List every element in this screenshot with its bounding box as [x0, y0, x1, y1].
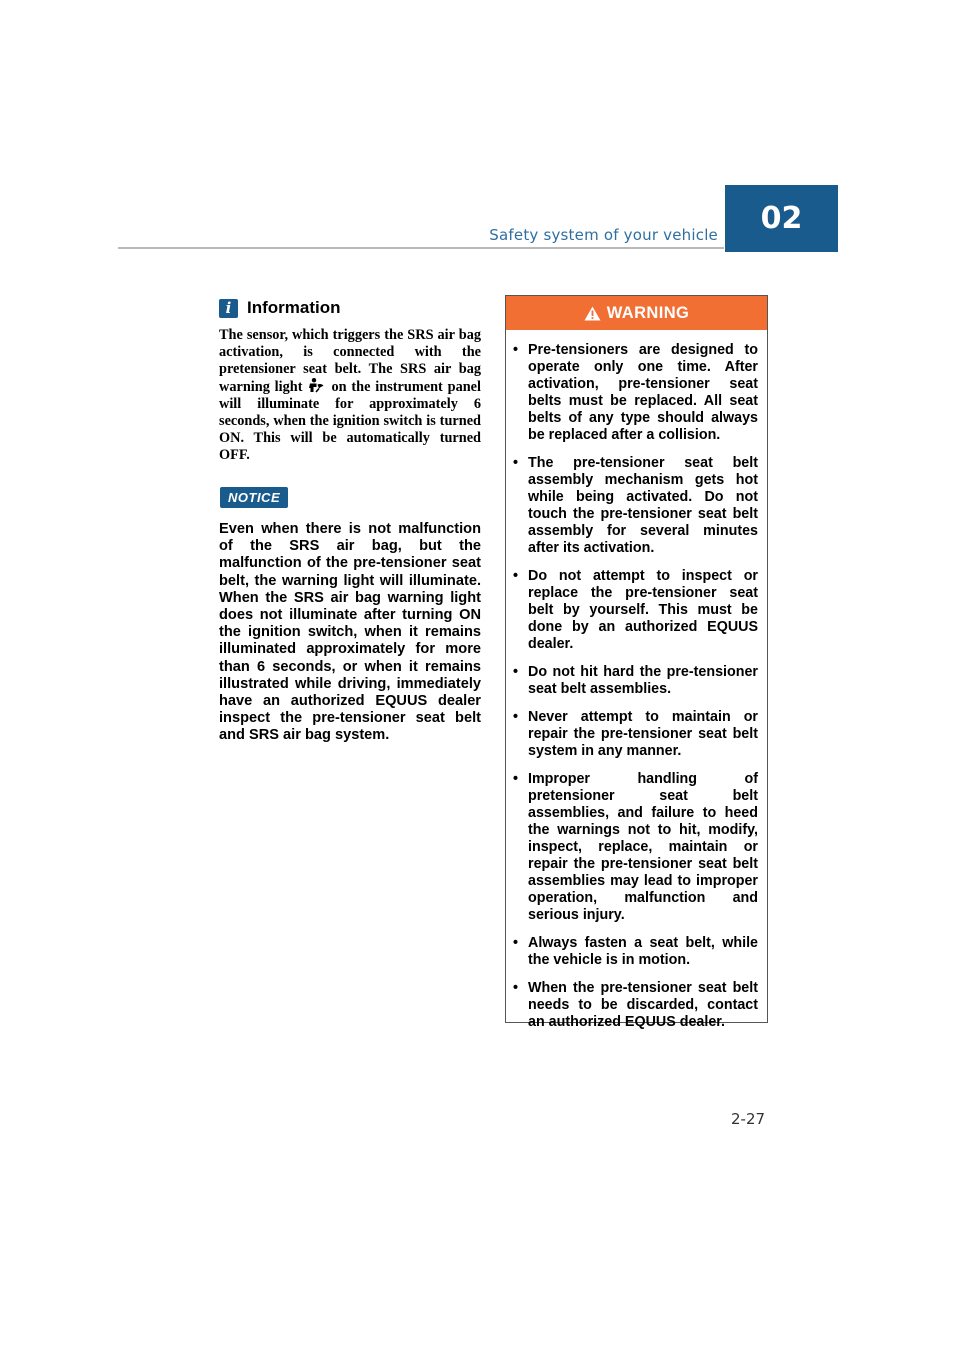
info-icon: i	[219, 299, 238, 318]
airbag-warning-light-icon	[307, 378, 324, 393]
page-number: 2-27	[731, 1110, 766, 1128]
warning-item: • When the pre-tensioner seat belt needs to be discarded, contact an authorized EQUUS dealer.	[528, 980, 758, 1031]
warning-item: • Always fasten a seat belt, while the vehicle is in motion.	[528, 935, 758, 969]
warning-header	[506, 296, 767, 330]
warning-list	[528, 342, 758, 1031]
warning-triangle-icon	[584, 306, 601, 321]
warning-box	[505, 295, 768, 1030]
warning-item: • Do not attempt to inspect or replace the pre-tensioner seat belt by yourself. This must be done by an authorized EQUUS dealer.	[528, 568, 758, 653]
warning-item: • The pre-tensioner seat belt assembly mechanism gets hot while being activated. Do not touch the pre-tensioner seat belt assembly for several minutes after its activation.	[528, 455, 758, 557]
header-rule	[118, 247, 724, 249]
chapter-number: 02	[760, 201, 803, 236]
warning-item: • Pre-tensioners are designed to operate only one time. After activation, pre-tensioner seat belts must be replaced. All seat belts of any type should always be replaced after a collision.	[528, 342, 758, 444]
warning-item: • Never attempt to maintain or repair the pre-tensioner seat belt system in any manner.	[528, 709, 758, 760]
notice-badge: NOTICE	[220, 487, 288, 508]
information-text-part-1: The sensor, which triggers the SRS air bag activation, is connected with the pretensioner seat belt. The SRS air bag warning light	[219, 327, 481, 395]
notice-text: Even when there is not malfunction of the SRS air bag, but the malfunction of the pre-tensioner seat belt, the warning light will illuminate. When the SRS air bag warning light does not illuminate after turning ON the ignition switch, when it remains illuminated approximately for more than 6 seconds, or when it remains illustrated while driving, immediately have an authorized EQUUS dealer inspect the pre-tensioner seat belt and SRS air bag system.	[219, 521, 481, 744]
information-title: Information	[247, 298, 341, 317]
information-text-part-2: on the instrument panel will illuminate for approximately 6 seconds, when the ignition switch is turned ON. This will be automatically turned OFF.	[219, 379, 481, 463]
left-column	[219, 294, 481, 745]
warning-title: WARNING	[606, 303, 690, 322]
warning-item: • Do not hit hard the pre-tensioner seat belt assemblies.	[528, 664, 758, 698]
warning-item: • Improper handling of pretensioner seat belt assemblies, and failure to heed the warnings not to hit, modify, inspect, replace, maintain or repair the pre-tensioner seat belt assemblies may lead to improper operation, malfunction and serious injury.	[528, 771, 758, 924]
information-text	[219, 327, 481, 464]
section-title: Safety system of your vehicle	[489, 226, 718, 244]
chapter-tab	[725, 185, 838, 252]
information-heading	[219, 294, 481, 322]
